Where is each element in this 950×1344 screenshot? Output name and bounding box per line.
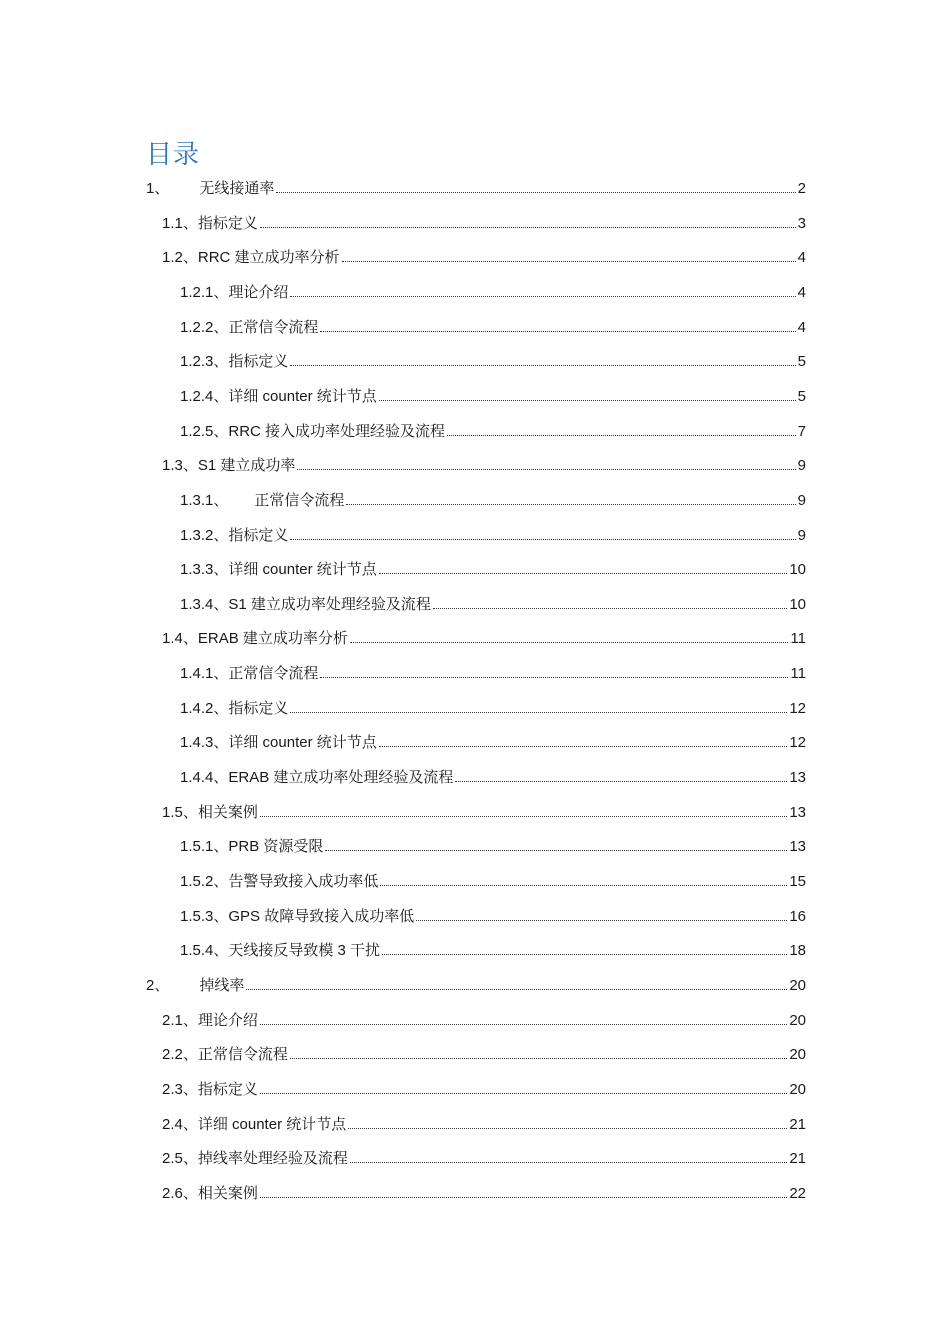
toc-entry-number: 2.3、 xyxy=(162,1080,198,1098)
toc-entry-number: 2.5、 xyxy=(162,1150,198,1168)
toc-entry-page-number: 4 xyxy=(797,283,806,301)
dot-leader xyxy=(350,1161,787,1163)
toc-entry-title: GPS 故障导致接入成功率低 xyxy=(228,907,415,925)
toc-entry-page-number: 15 xyxy=(789,873,806,890)
toc-entry[interactable] xyxy=(180,657,806,691)
toc-entry-page-number: 4 xyxy=(797,249,806,267)
dot-leader xyxy=(447,434,796,436)
toc-entry-title: S1 建立成功率处理经验及流程 xyxy=(228,595,431,613)
toc-entry[interactable] xyxy=(162,796,806,830)
toc-entry-page-number: 18 xyxy=(789,942,806,960)
toc-entry[interactable] xyxy=(180,276,806,310)
toc-entry-page-number: 11 xyxy=(790,665,806,683)
toc-entry-number: 1.5、 xyxy=(162,803,198,821)
dot-leader xyxy=(260,1092,787,1094)
toc-entry-page-number: 9 xyxy=(797,457,806,475)
toc-entry-title: ERAB 建立成功率分析 xyxy=(197,630,348,648)
toc-entry[interactable] xyxy=(162,1038,806,1072)
toc-entry-title: 指标定义 xyxy=(228,353,289,371)
toc-entry[interactable] xyxy=(162,449,806,483)
toc-entry-page-number: 3 xyxy=(797,214,806,232)
toc-entry-number: 2.4、 xyxy=(162,1115,198,1133)
toc-entry-number: 1.3.1、 xyxy=(180,491,229,509)
toc-entry-number: 1、 xyxy=(146,180,170,197)
toc-entry[interactable] xyxy=(162,1142,806,1176)
toc-entry-number: 1.2.2、 xyxy=(180,318,229,336)
toc-entry-title: 相关案例 xyxy=(197,1184,258,1202)
dot-leader xyxy=(297,468,795,470)
toc-entry-page-number: 22 xyxy=(789,1184,806,1202)
toc-entry-title: 理论介绍 xyxy=(228,283,289,301)
dot-leader xyxy=(290,711,787,713)
toc-entry-page-number: 10 xyxy=(789,561,806,579)
dot-leader xyxy=(320,676,788,678)
toc-entry-title: 指标定义 xyxy=(197,214,258,232)
dot-leader xyxy=(260,1023,787,1025)
toc-entry-number: 1.3.4、 xyxy=(180,595,229,613)
toc-entry[interactable] xyxy=(180,900,806,934)
toc-entry-title: 指标定义 xyxy=(228,699,289,717)
toc-entry-page-number: 21 xyxy=(789,1115,806,1133)
toc-title: 目录 xyxy=(146,140,201,170)
toc-entry-page-number: 20 xyxy=(789,1046,806,1064)
toc-entry[interactable] xyxy=(180,692,806,726)
toc-entry[interactable] xyxy=(180,311,806,345)
dot-leader xyxy=(379,399,796,401)
toc-entry[interactable] xyxy=(180,934,806,968)
toc-entry-page-number: 20 xyxy=(789,1080,806,1098)
toc-entry[interactable] xyxy=(162,1177,806,1211)
toc-entry-title: 无线接通率 xyxy=(199,180,275,197)
toc-entry-title: 详细 counter 统计节点 xyxy=(228,561,377,579)
toc-entry-title: 详细 counter 统计节点 xyxy=(228,734,377,752)
toc-entry-title: 正常信令流程 xyxy=(197,1046,288,1064)
toc-entry-number: 1.4.1、 xyxy=(180,665,229,683)
toc-entry-number: 1.3.2、 xyxy=(180,526,229,544)
toc-entry[interactable] xyxy=(180,519,806,553)
toc-entry-title: S1 建立成功率 xyxy=(197,457,296,475)
toc-entry-number: 1.2.5、 xyxy=(180,422,229,440)
dot-leader xyxy=(290,364,795,366)
toc-entry-title: 相关案例 xyxy=(197,803,258,821)
toc-entry[interactable] xyxy=(180,484,806,518)
toc-entry-number: 2.1、 xyxy=(162,1011,198,1029)
dot-leader xyxy=(290,1057,787,1059)
toc-entry-title: 指标定义 xyxy=(228,526,289,544)
toc-entry-page-number: 16 xyxy=(789,907,806,925)
toc-entry-page-number: 9 xyxy=(797,491,806,509)
toc-entry[interactable] xyxy=(162,1004,806,1038)
dot-leader xyxy=(382,953,787,955)
toc-entry-page-number: 13 xyxy=(789,769,806,787)
toc-entry-page-number: 13 xyxy=(789,838,806,856)
dot-leader xyxy=(379,745,788,747)
toc-entry-number: 1.5.4、 xyxy=(180,942,229,960)
toc-entry-number: 1.2.1、 xyxy=(180,283,229,301)
toc-entry-page-number: 5 xyxy=(797,353,806,371)
toc-entry-title: 正常信令流程 xyxy=(228,318,319,336)
toc-entry-title: RRC 接入成功率处理经验及流程 xyxy=(228,422,446,440)
toc-entry-number: 2.2、 xyxy=(162,1046,198,1064)
toc-entry-page-number: 4 xyxy=(797,318,806,336)
dot-leader xyxy=(416,919,787,921)
dot-leader xyxy=(348,1127,787,1129)
dot-leader xyxy=(350,641,789,643)
toc-entry-title: ERAB 建立成功率处理经验及流程 xyxy=(228,769,454,787)
toc-entry-page-number: 10 xyxy=(789,595,806,613)
dot-leader xyxy=(455,780,787,782)
dot-leader xyxy=(320,330,795,332)
toc-entry-title: 天线接反导致模 3 干扰 xyxy=(228,942,381,960)
toc-entry-number: 1.4、 xyxy=(162,630,198,648)
toc-entry-number: 2、 xyxy=(146,976,170,994)
toc-entry[interactable] xyxy=(162,241,806,275)
toc-entry-number: 1.5.2、 xyxy=(180,873,229,890)
dot-leader xyxy=(276,191,795,193)
dot-leader xyxy=(290,295,795,297)
toc-entry-title: 正常信令流程 xyxy=(228,665,319,683)
dot-leader xyxy=(260,815,787,817)
toc-entry-title: 掉线率 xyxy=(199,976,245,994)
toc-entry[interactable] xyxy=(180,761,806,795)
toc-entry[interactable] xyxy=(162,1108,806,1142)
toc-entry-title: 详细 counter 统计节点 xyxy=(197,1115,347,1133)
toc-entry[interactable] xyxy=(180,380,806,414)
toc-entry-page-number: 7 xyxy=(797,422,806,440)
toc-entry[interactable] xyxy=(162,1073,806,1107)
toc-entry[interactable] xyxy=(180,588,806,622)
toc-entry[interactable] xyxy=(146,172,806,206)
toc-entry-title: 指标定义 xyxy=(197,1080,258,1098)
toc-entry-title: RRC 建立成功率分析 xyxy=(197,249,340,267)
toc-entry-page-number: 20 xyxy=(789,976,806,994)
toc-entry-number: 1.3.3、 xyxy=(180,561,229,579)
toc-entry-page-number: 12 xyxy=(789,734,806,752)
toc-entry-page-number: 9 xyxy=(797,526,806,544)
toc-entry-number: 2.6、 xyxy=(162,1184,198,1202)
toc-entry-number: 1.5.1、 xyxy=(180,838,229,856)
toc-entry[interactable] xyxy=(180,726,806,760)
toc-entry-page-number: 2 xyxy=(797,180,806,197)
toc-entry-number: 1.3、 xyxy=(162,457,198,475)
toc-entry-number: 1.4.4、 xyxy=(180,769,229,787)
toc-entry-number: 1.2.4、 xyxy=(180,387,229,405)
toc-entry[interactable] xyxy=(180,865,806,899)
toc-entry-title: 详细 counter 统计节点 xyxy=(228,387,377,405)
toc-entry-title: 理论介绍 xyxy=(197,1011,258,1029)
toc-entry-page-number: 21 xyxy=(789,1150,806,1168)
dot-leader xyxy=(380,884,787,886)
dot-leader xyxy=(379,572,788,574)
toc-entry-title: 正常信令流程 xyxy=(254,491,345,509)
toc-entry-title: 告警导致接入成功率低 xyxy=(228,873,379,890)
dot-leader xyxy=(346,503,795,505)
toc-entry[interactable] xyxy=(180,345,806,379)
dot-leader xyxy=(325,849,787,851)
toc-entry-page-number: 20 xyxy=(789,1011,806,1029)
toc-entry-number: 1.1、 xyxy=(162,214,198,232)
dot-leader xyxy=(260,1196,787,1198)
toc-entry[interactable] xyxy=(162,207,806,241)
dot-leader xyxy=(342,260,796,262)
toc-entry[interactable] xyxy=(146,969,806,1003)
toc-entry[interactable] xyxy=(162,622,806,656)
toc-entry-number: 1.5.3、 xyxy=(180,907,229,925)
dot-leader xyxy=(246,988,787,990)
toc-entry-page-number: 11 xyxy=(790,630,806,648)
toc-entry-title: PRB 资源受限 xyxy=(228,838,324,856)
dot-leader xyxy=(290,538,795,540)
dot-leader xyxy=(433,607,787,609)
toc-entry-number: 1.2.3、 xyxy=(180,353,229,371)
toc-entry[interactable] xyxy=(180,415,806,449)
toc-entry-page-number: 5 xyxy=(797,387,806,405)
toc-entry-page-number: 13 xyxy=(789,803,806,821)
toc-entry[interactable] xyxy=(180,830,806,864)
dot-leader xyxy=(260,226,796,228)
toc-entry[interactable] xyxy=(180,553,806,587)
toc-entry-title: 掉线率处理经验及流程 xyxy=(197,1150,348,1168)
toc-entry-number: 1.2、 xyxy=(162,249,198,267)
toc-entry-number: 1.4.3、 xyxy=(180,734,229,752)
toc-entry-number: 1.4.2、 xyxy=(180,699,229,717)
toc-entry-page-number: 12 xyxy=(789,699,806,717)
